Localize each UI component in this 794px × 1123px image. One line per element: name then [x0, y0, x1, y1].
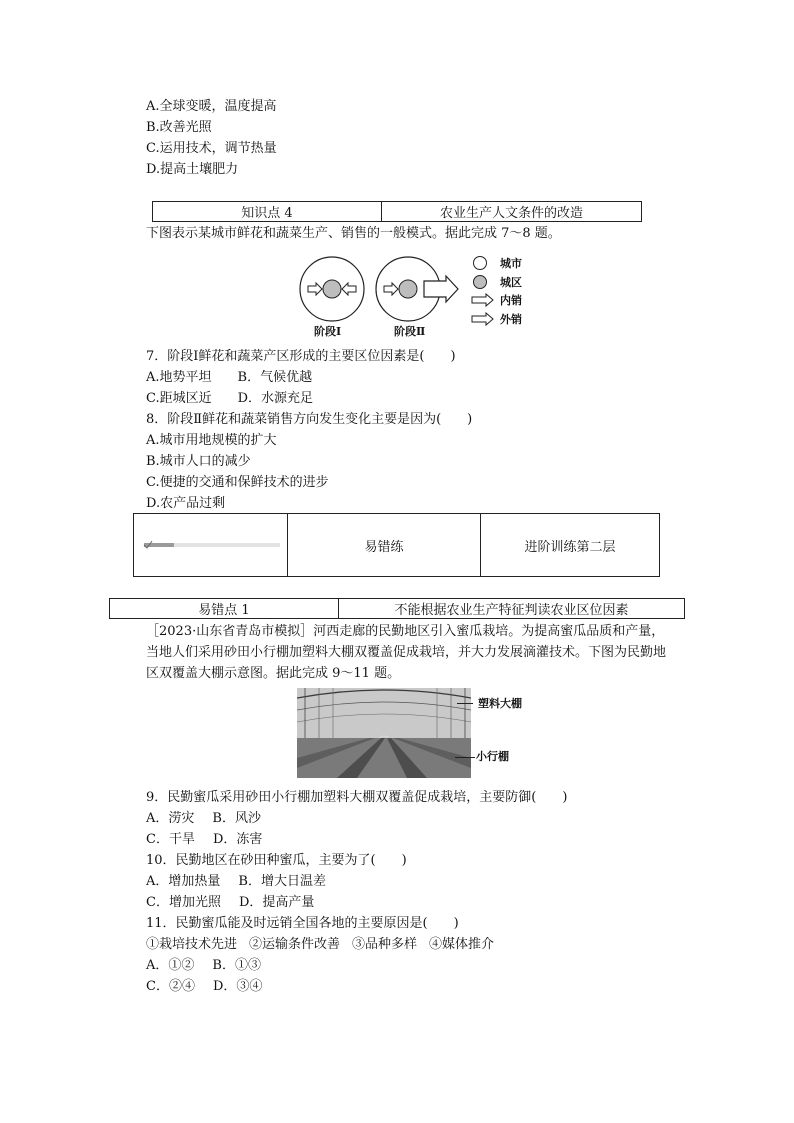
practice-level-title: 进阶训练第二层 — [480, 514, 659, 576]
q8-option-b: B.城市人口的减少 — [146, 454, 251, 469]
q7-options-row1 — [146, 369, 312, 387]
q9-options-row2 — [146, 831, 262, 849]
stage2-outer-arrow — [424, 276, 458, 302]
q7-option-a: A.地势平坦 — [146, 370, 212, 385]
q10-option-a: A．增加热量 — [146, 874, 221, 889]
q11-item-4: ④媒体推介 — [429, 937, 495, 952]
stage2-label: 阶段Ⅱ — [394, 325, 426, 338]
q10-option-c: C．增加光照 — [146, 895, 221, 910]
q8-option-d: D.农产品过剩 — [146, 496, 226, 511]
q9-option-c: C．干旱 — [146, 832, 195, 847]
q7-stem: 7．阶段Ⅰ鲜花和蔬菜产区形成的主要区位因素是( ) — [146, 349, 456, 364]
q10-options-row2 — [146, 894, 314, 912]
knowledge-point-label: 知识点 4 — [241, 206, 293, 221]
small-shed-pointer-line — [455, 757, 475, 758]
q8-stem: 8．阶段Ⅱ鲜花和蔬菜销售方向发生变化主要是因为( ) — [146, 412, 473, 427]
progress-bar-icon — [142, 540, 282, 550]
q11-option-d: D．③④ — [212, 979, 263, 994]
q11-items — [146, 936, 494, 954]
intro-9-11-line1: ［2023·山东省青岛市模拟］河西走廊的民勤地区引入蜜瓜栽培。为提高蜜瓜品质和产量， — [146, 624, 665, 639]
greenhouse-label: 塑料大棚 — [478, 697, 522, 710]
q11-item-2: ②运输条件改善 — [249, 937, 341, 952]
legend-city-label: 城市 — [500, 257, 522, 270]
legend-outer-symbol — [472, 313, 493, 325]
q10-option-b: B．增大日温差 — [238, 874, 326, 889]
q9-stem: 9．民勤蜜瓜采用砂田小行棚加塑料大棚双覆盖促成栽培，主要防御( ) — [146, 790, 568, 805]
intro-9-11-line3: 区双覆盖大棚示意图。据此完成 9～11 题。 — [146, 666, 401, 681]
q11-item-1: ①栽培技术先进 — [146, 937, 238, 952]
q10-stem: 10．民勤地区在砂田种蜜瓜，主要为了( ) — [146, 853, 407, 868]
q6-option-a: A.全球变暖，温度提高 — [146, 99, 277, 114]
stage1-label: 阶段Ⅰ — [314, 325, 342, 338]
q11-item-3: ③品种多样 — [352, 937, 418, 952]
legend-inner-label: 内销 — [500, 294, 522, 307]
error-point-title: 不能根据农业生产特征判读农业区位因素 — [338, 599, 684, 618]
q8-option-a: A.城市用地规模的扩大 — [146, 433, 277, 448]
q10-options-row1 — [146, 873, 326, 891]
practice-type-cell: 易错练 — [287, 514, 480, 576]
practice-table — [133, 513, 660, 577]
q11-options-row1 — [146, 957, 261, 975]
q9-option-a: A．涝灾 — [146, 811, 195, 826]
stage1-urban-circle — [323, 280, 341, 298]
q11-option-b: B．①③ — [212, 958, 261, 973]
intro-7-8: 下图表示某城市鲜花和蔬菜生产、销售的一般模式。据此完成 7～8 题。 — [146, 226, 561, 241]
q7-option-b: B．气候优越 — [237, 370, 313, 385]
stage1-inner-arrow-right — [342, 283, 356, 295]
q7-options-row2 — [146, 390, 313, 408]
practice-level-cell — [134, 514, 287, 576]
intro-9-11-line2: 当地人们采用砂田小行棚加塑料大棚双覆盖促成栽培，并大力发展滴灌技术。下图为民勤地 — [146, 645, 667, 660]
q9-option-b: B．风沙 — [212, 811, 261, 826]
greenhouse-pointer-line — [457, 703, 473, 704]
q10-option-d: D．提高产量 — [238, 895, 315, 910]
greenhouse-photo — [297, 688, 471, 778]
q11-option-a: A．①② — [146, 958, 195, 973]
stage1-inner-arrow-left — [308, 283, 322, 295]
legend-city-symbol — [474, 257, 487, 270]
small-shed-label: 小行棚 — [476, 750, 509, 763]
q7-option-d: D．水源充足 — [237, 391, 314, 406]
q11-stem: 11．民勤蜜瓜能及时远销全国各地的主要原因是( ) — [146, 916, 459, 931]
q6-option-b: B.改善光照 — [146, 120, 212, 135]
q8-option-c: C.便捷的交通和保鲜技术的进步 — [146, 475, 329, 490]
legend-urban-label: 城区 — [500, 276, 522, 289]
legend-inner-symbol — [472, 294, 493, 306]
error-point-label: 易错点 1 — [198, 603, 250, 618]
q11-option-c: C．②④ — [146, 979, 195, 994]
q7-option-c: C.距城区近 — [146, 391, 212, 406]
error-point-table — [109, 598, 685, 619]
knowledge-point-title: 农业生产人文条件的改造 — [381, 202, 641, 221]
q6-option-c: C.运用技术，调节热量 — [146, 141, 277, 156]
q6-option-d: D.提高土壤肥力 — [146, 162, 239, 177]
stage2-inner-arrow — [384, 283, 398, 295]
knowledge-point-table — [152, 201, 642, 222]
stage2-urban-circle — [399, 280, 417, 298]
legend-outer-label: 外销 — [500, 313, 522, 326]
q9-option-d: D．冻害 — [212, 832, 263, 847]
q9-options-row1 — [146, 810, 261, 828]
q11-options-row2 — [146, 978, 262, 996]
legend-urban-symbol — [474, 276, 487, 289]
